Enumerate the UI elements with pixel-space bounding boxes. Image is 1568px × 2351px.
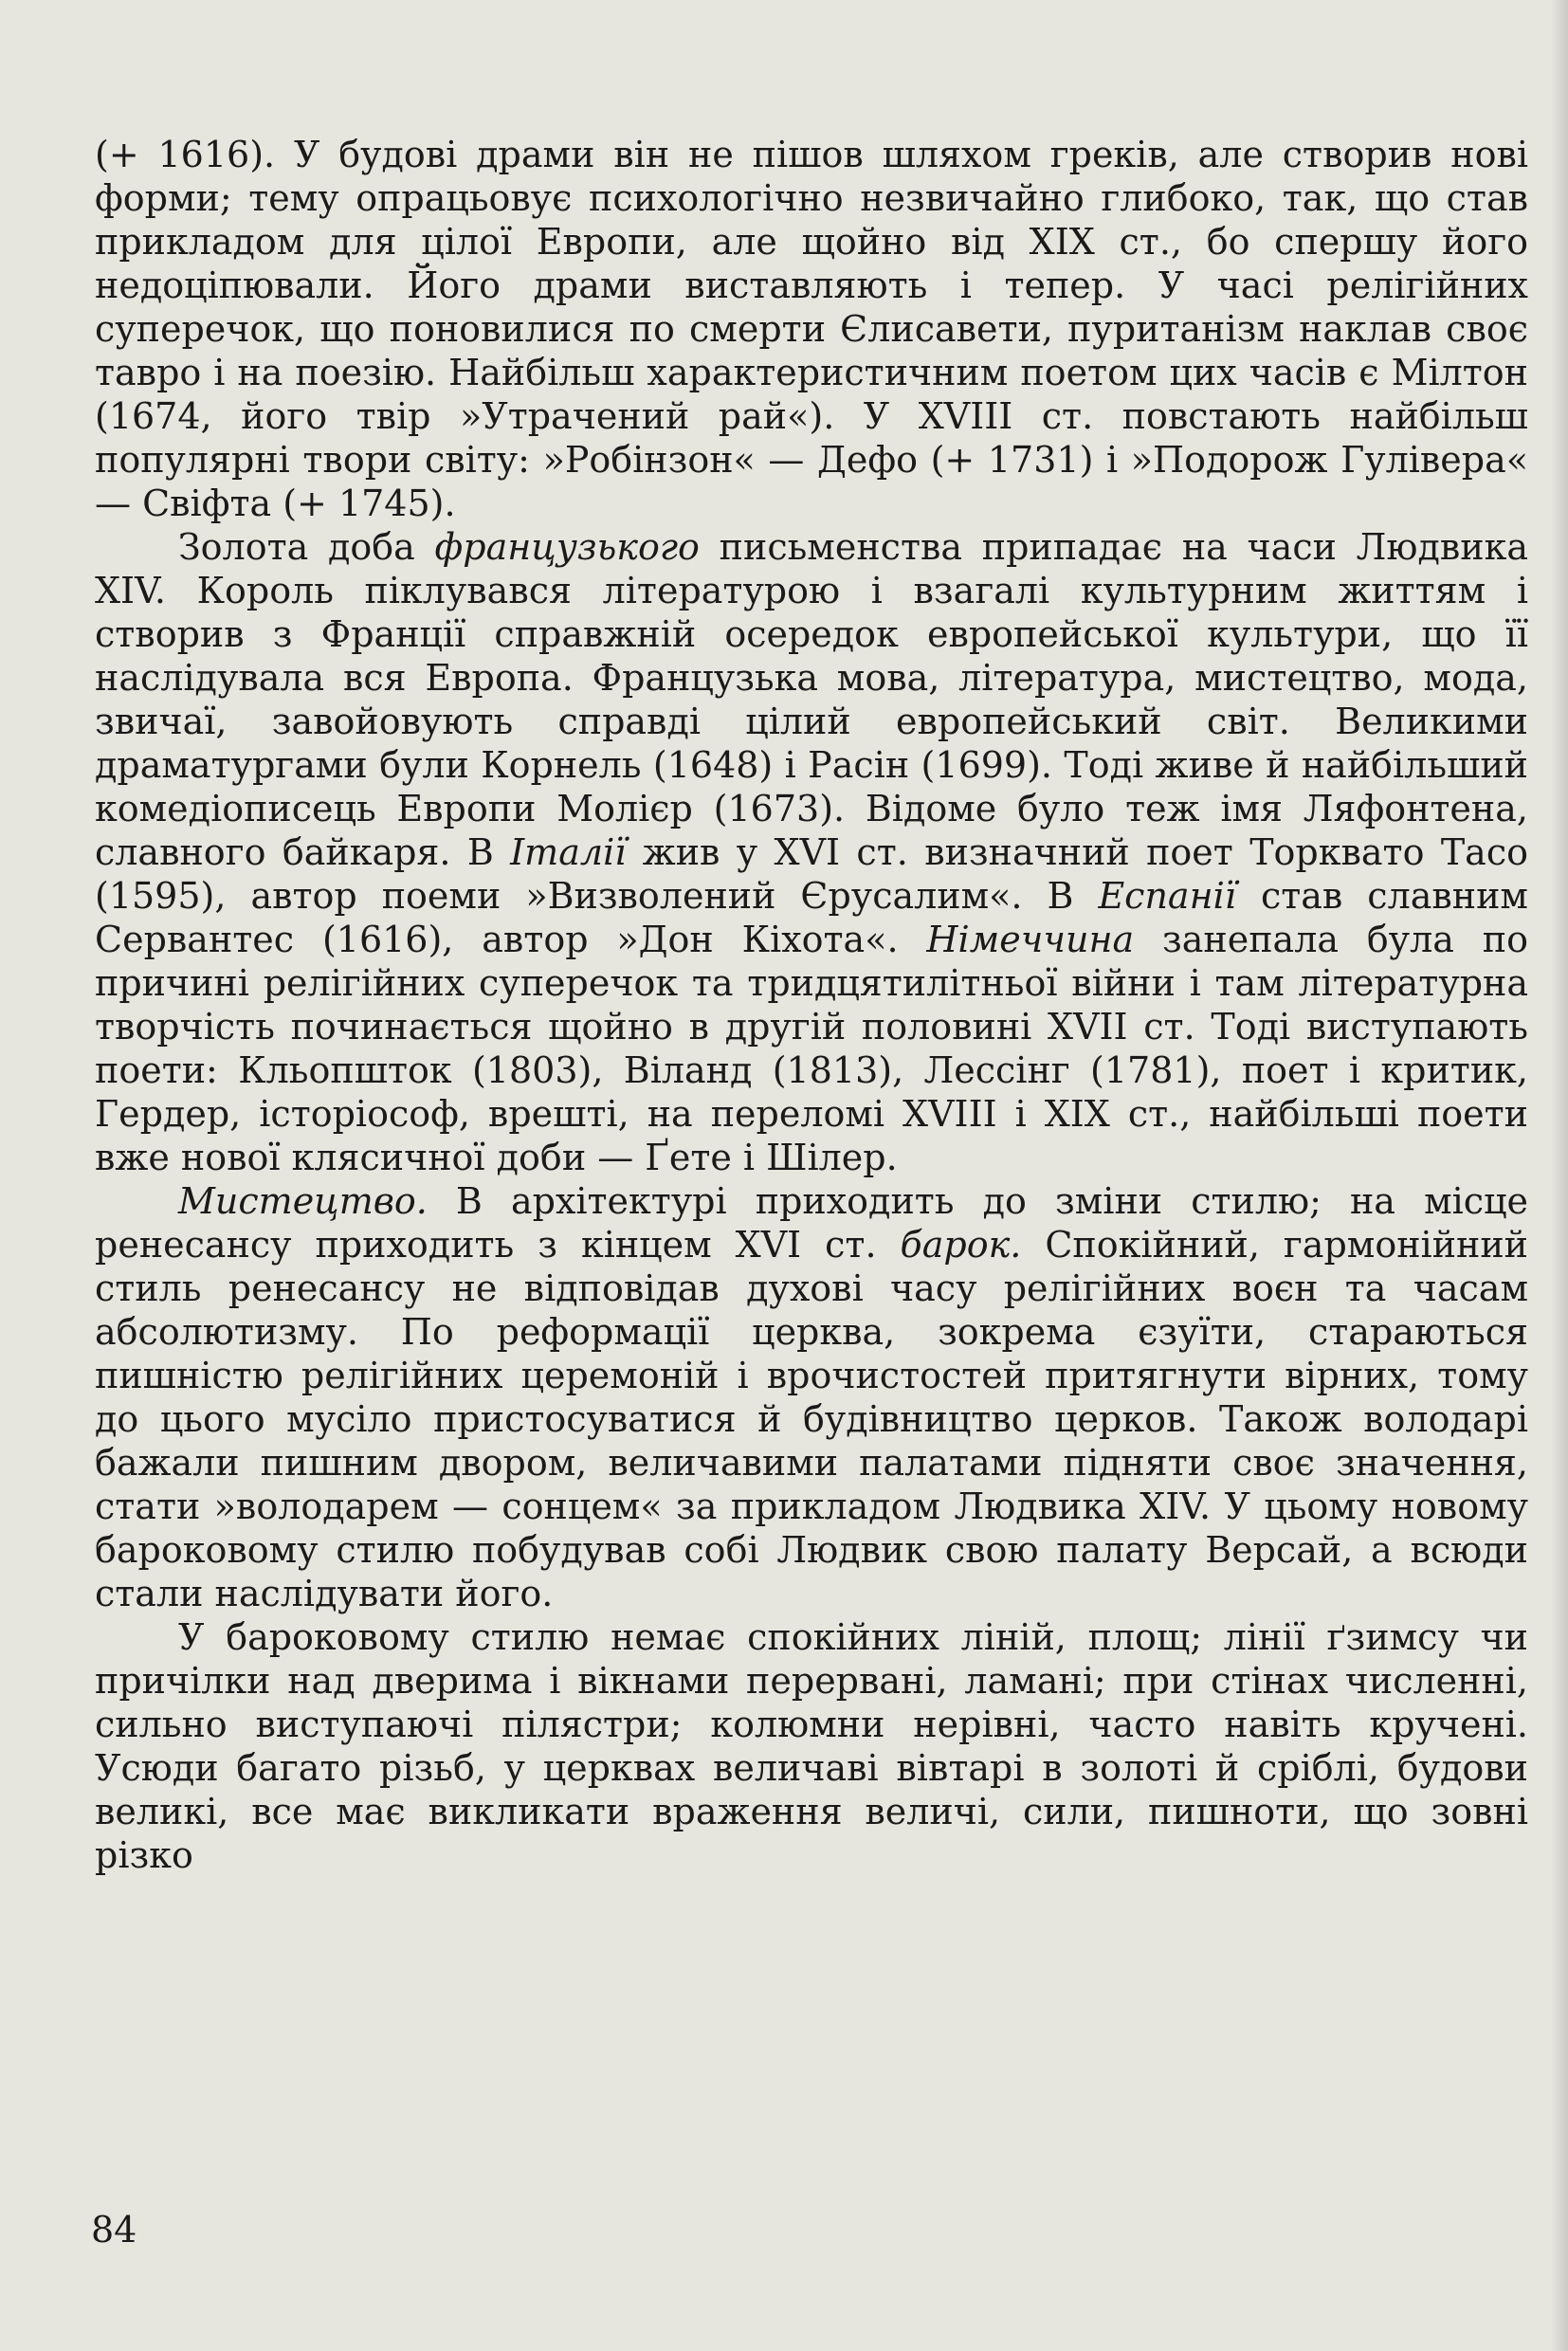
text-run: (+ 1616). У будові драми він не пішов шляхом греків, але створив нові форми; тему опрацьовує психологічно незвичайно глибоко, так, що став прикладом для цілої Европи, але щойно від XIX ст., бо спершу його недоціпювали. Його драми виставляють і тепер. У часі релігійних суперечок, що поновилися по смерти Єлисавети, пуританізм наклав своє тавро і на поезію. Найбільш характеристичним поетом цих часів є Мілтон (1674, його твір »Утрачений рай«). У XVIII ст. повстають найбільш популярні твори світу: »Робінзон« — Дефо (+ 1731) і »Подорож Гулівера« — Свіфта (+ 1745). [95,134,1528,524]
italic-term: барок. [900,1224,1022,1266]
italic-term: Еспанії [1098,875,1236,917]
italic-term: Німеччина [926,919,1135,960]
text-run: В архітектурі приходить до зміни стилю; на місце ренесансу приходить з кінцем XVI ст. [95,1180,1528,1266]
text-run: став славним Сервантес (1616), автор »Дон Кіхота«. [95,875,1528,960]
text-run: занепала була по причині релігійних суперечок та тридцятилітньої війни і там літературна творчість починається щойно в другій половині XVII ст. Тоді виступають поети: Кльопшток (1803), Віланд (1813), Лессінг (1781), поет і критик, Гердер, історіософ, врешті, на переломі XVIII і XIX ст., найбільші поети вже нової клясичної доби — Ґете і Шілер. [95,919,1528,1178]
text-run: Золота доба [178,526,435,568]
paragraph [95,133,1528,525]
italic-term: Італії [510,831,627,873]
text-run: письменства припадає на часи Людвика XIV. Король піклувався літературою і взагалі культурним життям і створив з Франції справжній осередок европейської культури, що її наслідувала вся Европа. Французька мова, література, мистецтво, мода, звичаї, завойовують справді цілий европейський світ. Великими драматургами були Корнель (1648) і Расін (1699). Тоді живе й найбільший комедіописець Европи Молієр (1673). Відоме було теж імя Ляфонтена, славного байкаря. В [95,526,1528,873]
italic-term: французького [434,526,700,568]
page-number: 84 [91,2209,137,2251]
body-text [95,133,1528,1877]
italic-term: Мистецтво. [178,1180,428,1222]
text-run: жив у XVI ст. визначний поет Торквато Тасо (1595), автор поеми »Визволений Єрусалим«. В [95,831,1528,917]
page-edge-shadow [1551,0,1568,2351]
text-run: Спокійний, гармонійний стиль ренесансу не відповідав духові часу релігійних воєн та часам абсолютизму. По реформації церква, зокрема єзуїти, стараються пишністю релігійних церемоній і врочистостей притягнути вірних, тому до цього мусіло пристосуватися й будівництво церков. Також володарі бажали пишним двором, величавими палатами підняти своє значення, стати »володарем — сонцем« за прикладом Людвика XIV. У цьому новому бароковому стилю побудував собі Людвик свою палату Версай, а всюди стали наслідувати його. [95,1224,1529,1614]
text-run: У бароковому стилю немає спокійних ліній, площ; лінії ґзимсу чи причілки над дверима і вікнами перервані, ламані; при стінах численні, сильно виступаючі пілястри; колюмни нерівні, часто навіть кручені. Усюди багато різьб, у церквах величаві вівтарі в золоті й сріблі, будови великі, все має викликати враження величі, сили, пишноти, що зовні різко [95,1616,1528,1876]
paragraph [95,525,1528,1179]
paragraph [95,1615,1528,1877]
paragraph [95,1179,1528,1615]
